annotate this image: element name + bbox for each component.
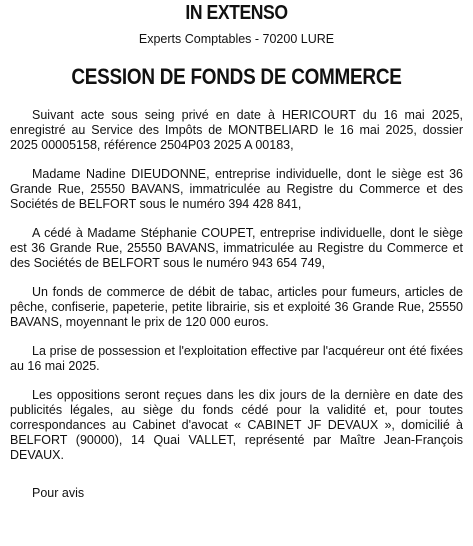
paragraph-buyer: A cédé à Madame Stéphanie COUPET, entreprise individuelle, dont le siège est 36 Grande Rue, 25550 BAVANS, immatriculée au Registre du Commerce et des Sociétés de BELFORT sous le numéro 943 654 749, — [10, 226, 463, 270]
closing-signoff: Pour avis — [32, 486, 85, 500]
firm-name: IN EXTENSO — [185, 2, 288, 24]
paragraph-oppositions: Les oppositions seront reçues dans les dix jours de la dernière en date des publicités légales, au siège du fonds cédé pour la validité et, pour toutes correspondances au Cabinet d'avocat « CABINET JF DEVAUX », domicilié à BELFORT (90000), 14 Quai VALLET, représenté par Maître Jean-François DEVAUX. — [10, 388, 463, 462]
firm-subtitle: Experts Comptables - 70200 LURE — [138, 32, 335, 46]
paragraph-possession: La prise de possession et l'exploitation effective par l'acquéreur ont été fixées au 16 mai 2025. — [10, 344, 463, 373]
paragraph-deed: Suivant acte sous seing privé en date à HERICOURT du 16 mai 2025, enregistré au Service des Impôts de MONTBELIARD le 16 mai 2025, dossier 2025 00005158, référence 2504P03 2025 A 00183, — [10, 108, 463, 152]
notice-body — [10, 108, 463, 477]
paragraph-business: Un fonds de commerce de débit de tabac, articles pour fumeurs, articles de pêche, confiserie, papeterie, petite librairie, sis et exploité 36 Grande Rue, 25550 BAVANS, moyennant le prix de 120 000 euros. — [10, 285, 463, 329]
document-title: CESSION DE FONDS DE COMMERCE — [71, 64, 402, 89]
paragraph-seller: Madame Nadine DIEUDONNE, entreprise individuelle, dont le siège est 36 Grande Rue, 25550 BAVANS, immatriculée au Registre du Commerce et des Sociétés de BELFORT sous le numéro 394 428 841, — [10, 167, 463, 211]
